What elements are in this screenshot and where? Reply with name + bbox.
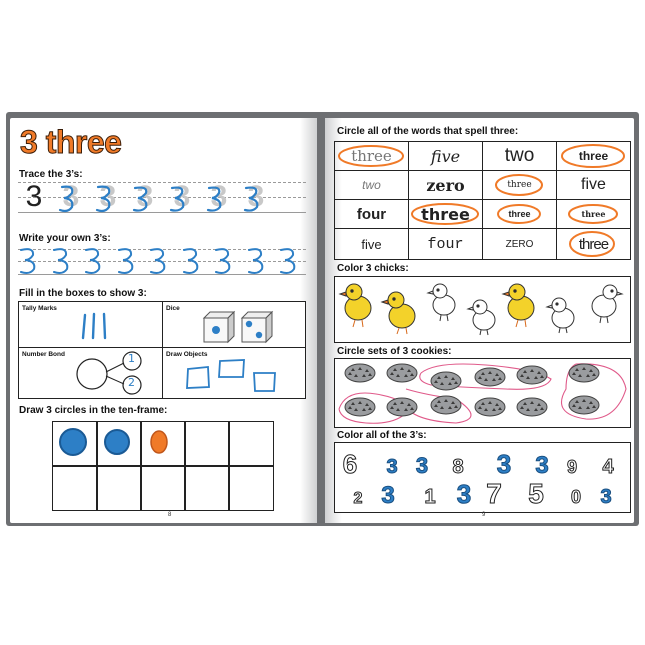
word-cell: three [409, 200, 483, 229]
word-cell: two [335, 171, 409, 200]
number-r2-3: 3 [456, 479, 472, 509]
word-cell: three [483, 171, 557, 200]
chicks-illustration [336, 278, 628, 340]
numbers-illustration [336, 443, 628, 511]
tally-marks-drawing [80, 310, 110, 342]
cookie-icon [475, 398, 505, 416]
ten-frame-cell [228, 421, 274, 467]
chick-icon [547, 298, 574, 333]
page-title: 3 three [20, 124, 122, 160]
chick-icon [382, 292, 415, 334]
ten-frame-cell [52, 465, 98, 511]
cookies-illustration [336, 359, 628, 425]
chick-icon [340, 284, 371, 327]
number-r2-5: 5 [528, 478, 544, 509]
blue-crayon-tracing [40, 182, 310, 216]
boxes-heading: Fill in the boxes to show 3: [19, 288, 147, 299]
bond-part-value: 2 [128, 376, 135, 389]
cookie-icon [387, 398, 417, 416]
ten-frame-cell [228, 465, 274, 511]
trace-digit: 3 [247, 180, 265, 213]
grid-divider-horizontal [18, 347, 305, 348]
word-cell: two [483, 142, 557, 171]
cookie-icon [345, 364, 375, 382]
number-r1-6: 9 [566, 457, 578, 477]
cookie-icon [431, 396, 461, 414]
tenframe-heading: Draw 3 circles in the ten-frame: [19, 405, 168, 416]
dice-label: Dice [166, 305, 180, 312]
cookies-heading: Circle sets of 3 cookies: [337, 346, 452, 357]
number-r2-0: 2 [353, 490, 363, 507]
number-r1-2: 3 [415, 453, 429, 478]
handwritten-threes [18, 244, 308, 278]
number-r2-2: 1 [424, 486, 436, 508]
write-heading: Write your own 3’s: [19, 233, 111, 244]
number-r1-5: 3 [535, 452, 549, 479]
word-cell: four [409, 229, 483, 259]
word-cell: five [557, 171, 630, 200]
cookie-icon [517, 366, 547, 384]
ten-frame-cell [96, 465, 142, 511]
page-number: 9 [482, 512, 486, 518]
bond-part-value: 1 [128, 352, 135, 365]
chick-icon [503, 284, 534, 327]
trace-heading: Trace the 3’s: [19, 169, 83, 180]
cookie-icon [475, 368, 505, 386]
word-cell: three [483, 200, 557, 229]
number-bond-label: Number Bond [22, 351, 65, 358]
number-r2-1: 3 [381, 482, 395, 509]
tally-label: Tally Marks [22, 305, 57, 312]
word-cell: five [335, 229, 409, 259]
word-cell: three [335, 142, 409, 171]
number-bond-diagram [70, 350, 154, 396]
ten-frame-cell [140, 465, 186, 511]
number-r1-4: 3 [496, 449, 512, 479]
page-number: 8 [168, 512, 172, 518]
trace-digit: 3 [99, 180, 117, 213]
word-cell: three [557, 200, 630, 229]
trace-digit: 3 [25, 180, 43, 213]
cookie-icon [517, 398, 547, 416]
dice-drawing [200, 310, 280, 344]
word-cell: ZERO [483, 229, 557, 259]
number-r1-7: 4 [602, 456, 614, 478]
number-r2-6: 0 [570, 487, 582, 507]
drawn-squares [184, 356, 280, 394]
chick-icon [428, 284, 455, 321]
word-cell: three [557, 142, 630, 171]
trace-digit: 3 [136, 180, 154, 213]
ten-frame-cell [184, 421, 230, 467]
grid-divider-vertical [162, 301, 163, 398]
number-r1-1: 3 [386, 456, 398, 478]
word-cell: five [409, 142, 483, 171]
cookie-icon [387, 364, 417, 382]
numbers-heading: Color all of the 3’s: [337, 430, 427, 441]
number-r2-4: 7 [486, 478, 502, 509]
ten-frame-cell [184, 465, 230, 511]
number-r1-0: 6 [342, 449, 358, 479]
trace-digit: 3 [210, 180, 228, 213]
chicks-heading: Color 3 chicks: [337, 263, 409, 274]
number-r1-3: 8 [452, 456, 464, 478]
word-cell: three [578, 235, 609, 253]
cookie-icon [569, 396, 599, 414]
colored-circles [52, 421, 184, 465]
cookie-icon [431, 372, 461, 390]
trace-digit: 3 [62, 180, 80, 213]
draw-objects-label: Draw Objects [166, 351, 208, 358]
chick-icon [468, 300, 495, 335]
word-cell: zero [409, 171, 483, 200]
orange-circle-marks [334, 141, 630, 259]
cookie-icon [569, 364, 599, 382]
chick-icon [592, 285, 622, 323]
cookie-icon [345, 398, 375, 416]
trace-digit: 3 [173, 180, 191, 213]
number-r2-7: 3 [600, 486, 612, 508]
word-cell: four [335, 200, 409, 229]
words-heading: Circle all of the words that spell three: [337, 126, 519, 137]
